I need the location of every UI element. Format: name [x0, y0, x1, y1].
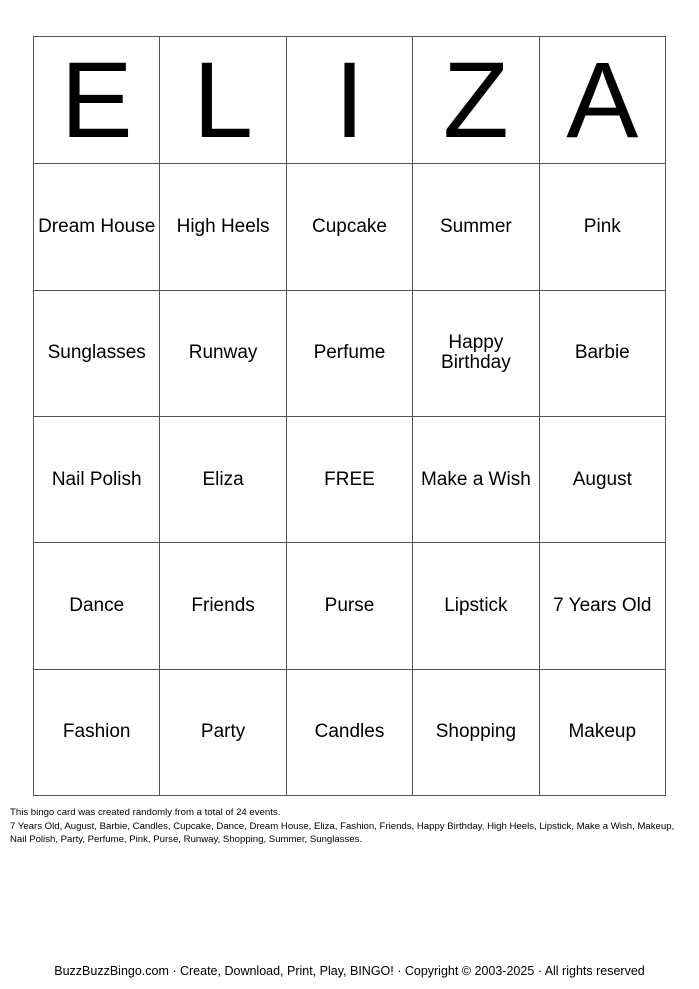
bingo-card: [33, 36, 666, 796]
bingo-cell-label: Cupcake: [311, 216, 387, 238]
bingo-cell: [413, 669, 539, 795]
bingo-row: [34, 543, 666, 669]
bingo-cell-label: Purse: [324, 595, 375, 616]
bingo-cell-label: Dance: [69, 595, 125, 616]
bingo-cell: [286, 543, 412, 669]
bingo-cell-label: High Heels: [176, 216, 270, 238]
bingo-cell: [160, 290, 286, 416]
bingo-cell-label: Party: [200, 721, 246, 743]
bingo-cell: [160, 669, 286, 795]
header-letter: I: [334, 39, 365, 161]
bingo-cell: [413, 290, 539, 416]
bingo-cell-label: Perfume: [313, 342, 386, 364]
event-list: 7 Years Old, August, Barbie, Candles, Cupcake, Dance, Dream House, Eliza, Fashion, Friends, Happy Birthday, High Heels, Lipstick, Make a Wish, Makeup, Nail Polish, Party, Perfume, Pink, Purse, Runway, Shopping, Summer, Sunglasses.: [10, 820, 675, 845]
header-cell: [539, 37, 665, 164]
bingo-cell-label: Candles: [314, 721, 385, 743]
bingo-cell: [539, 164, 665, 290]
header-letter: Z: [442, 39, 509, 161]
bingo-cell: [34, 669, 160, 795]
bingo-cell: [539, 543, 665, 669]
bingo-cell: [160, 416, 286, 542]
bingo-row: [34, 290, 666, 416]
bingo-cell-label: Fashion: [62, 721, 131, 743]
bingo-cell-label: Lipstick: [444, 595, 508, 616]
bingo-cell: [539, 290, 665, 416]
bingo-cell-label: Friends: [191, 595, 255, 616]
bingo-cell-label: Summer: [439, 216, 512, 238]
bingo-cell: [413, 164, 539, 290]
bingo-cell-label: Dream House: [38, 216, 156, 238]
bingo-cell: [286, 290, 412, 416]
bingo-cell-label: Sunglasses: [47, 342, 146, 364]
bingo-cell-label: 7 Years Old: [553, 595, 652, 616]
header-cell: [286, 37, 412, 164]
bingo-cell: [539, 416, 665, 542]
bingo-cell-label: Happy Birthday: [441, 332, 511, 374]
bingo-cell: [286, 669, 412, 795]
bingo-cell: [539, 669, 665, 795]
bingo-cell-label: Pink: [583, 216, 621, 238]
card-summary: This bingo card was created randomly from a total of 24 events.: [10, 807, 281, 818]
bingo-cell: [160, 543, 286, 669]
bingo-row: [34, 164, 666, 290]
free-space-label: FREE: [324, 468, 375, 490]
bingo-cell: [160, 164, 286, 290]
bingo-cell-label: Shopping: [435, 721, 517, 743]
bingo-cell-label: Nail Polish: [51, 468, 142, 490]
card-info: [10, 806, 689, 847]
bingo-row: [34, 416, 666, 542]
header-letter: A: [566, 39, 639, 161]
bingo-header-row: [34, 37, 666, 164]
bingo-cell: [413, 543, 539, 669]
bingo-cell: [34, 164, 160, 290]
bingo-row: [34, 669, 666, 795]
free-space-cell: [286, 416, 412, 542]
bingo-cell-label: Make a Wish: [420, 468, 531, 490]
bingo-cell-label: Runway: [188, 342, 258, 364]
bingo-cell: [413, 416, 539, 542]
header-letter: E: [60, 39, 133, 161]
bingo-cell: [34, 416, 160, 542]
bingo-cell-label: Makeup: [568, 721, 637, 743]
header-cell: [413, 37, 539, 164]
bingo-cell: [286, 164, 412, 290]
bingo-cell: [34, 290, 160, 416]
header-cell: [160, 37, 286, 164]
bingo-cell-label: Barbie: [574, 342, 630, 364]
page-footer: BuzzBuzzBingo.com · Create, Download, Print, Play, BINGO! · Copyright © 2003-2025 · All rights reserved: [54, 964, 645, 978]
header-letter: L: [193, 39, 254, 161]
bingo-cell-label: Eliza: [202, 468, 244, 490]
header-cell: [34, 37, 160, 164]
bingo-cell: [34, 543, 160, 669]
bingo-cell-label: August: [572, 468, 632, 490]
